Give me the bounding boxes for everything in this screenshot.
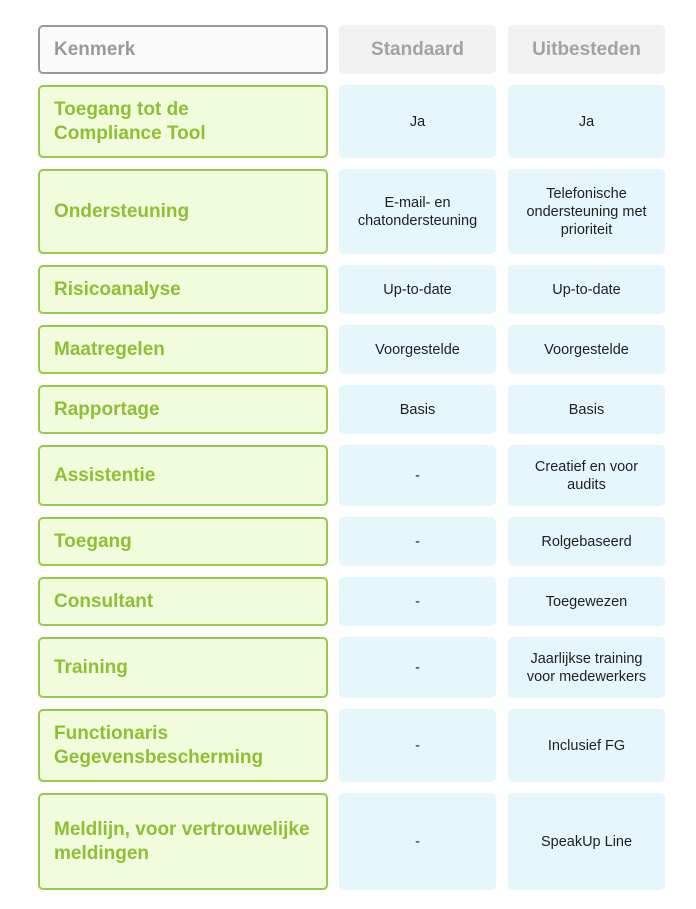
feature-cell: Training (38, 637, 328, 698)
standard-cell: - (339, 445, 496, 506)
comparison-table (38, 25, 675, 890)
header-standard-cell: Standaard (339, 25, 496, 74)
table-row (38, 445, 675, 506)
feature-cell: Ondersteuning (38, 169, 328, 254)
feature-cell: Rapportage (38, 385, 328, 434)
table-header-row (38, 25, 675, 74)
feature-cell: Maatregelen (38, 325, 328, 374)
outsourced-cell: Jaarlijkse training voor medewerkers (508, 637, 665, 698)
table-row (38, 85, 675, 158)
feature-cell: Consultant (38, 577, 328, 626)
table-row (38, 169, 675, 254)
outsourced-cell: Rolgebaseerd (508, 517, 665, 566)
outsourced-cell: Voorgestelde (508, 325, 665, 374)
table-row (38, 517, 675, 566)
header-outsourced-cell: Uitbesteden (508, 25, 665, 74)
outsourced-cell: Basis (508, 385, 665, 434)
standard-cell: - (339, 709, 496, 782)
outsourced-cell: SpeakUp Line (508, 793, 665, 890)
feature-cell: Toegang tot de Compliance Tool (38, 85, 328, 158)
outsourced-cell: Toegewezen (508, 577, 665, 626)
standard-cell: - (339, 577, 496, 626)
table-row (38, 637, 675, 698)
standard-cell: Basis (339, 385, 496, 434)
outsourced-cell: Inclusief FG (508, 709, 665, 782)
table-row (38, 325, 675, 374)
feature-cell: Meldlijn, voor vertrouwelijke meldingen (38, 793, 328, 890)
feature-cell: Toegang (38, 517, 328, 566)
table-row (38, 709, 675, 782)
standard-cell: Ja (339, 85, 496, 158)
standard-cell: - (339, 517, 496, 566)
standard-cell: - (339, 793, 496, 890)
feature-cell: Functionaris Gegevensbescherming (38, 709, 328, 782)
table-row (38, 793, 675, 890)
feature-cell: Assistentie (38, 445, 328, 506)
outsourced-cell: Creatief en voor audits (508, 445, 665, 506)
header-feature-cell: Kenmerk (38, 25, 328, 74)
feature-cell: Risicoanalyse (38, 265, 328, 314)
table-row (38, 385, 675, 434)
standard-cell: Up-to-date (339, 265, 496, 314)
table-row (38, 265, 675, 314)
standard-cell: Voorgestelde (339, 325, 496, 374)
outsourced-cell: Up-to-date (508, 265, 665, 314)
standard-cell: - (339, 637, 496, 698)
table-row (38, 577, 675, 626)
outsourced-cell: Telefonische ondersteuning met prioriteit (508, 169, 665, 254)
outsourced-cell: Ja (508, 85, 665, 158)
standard-cell: E-mail- en chatondersteuning (339, 169, 496, 254)
